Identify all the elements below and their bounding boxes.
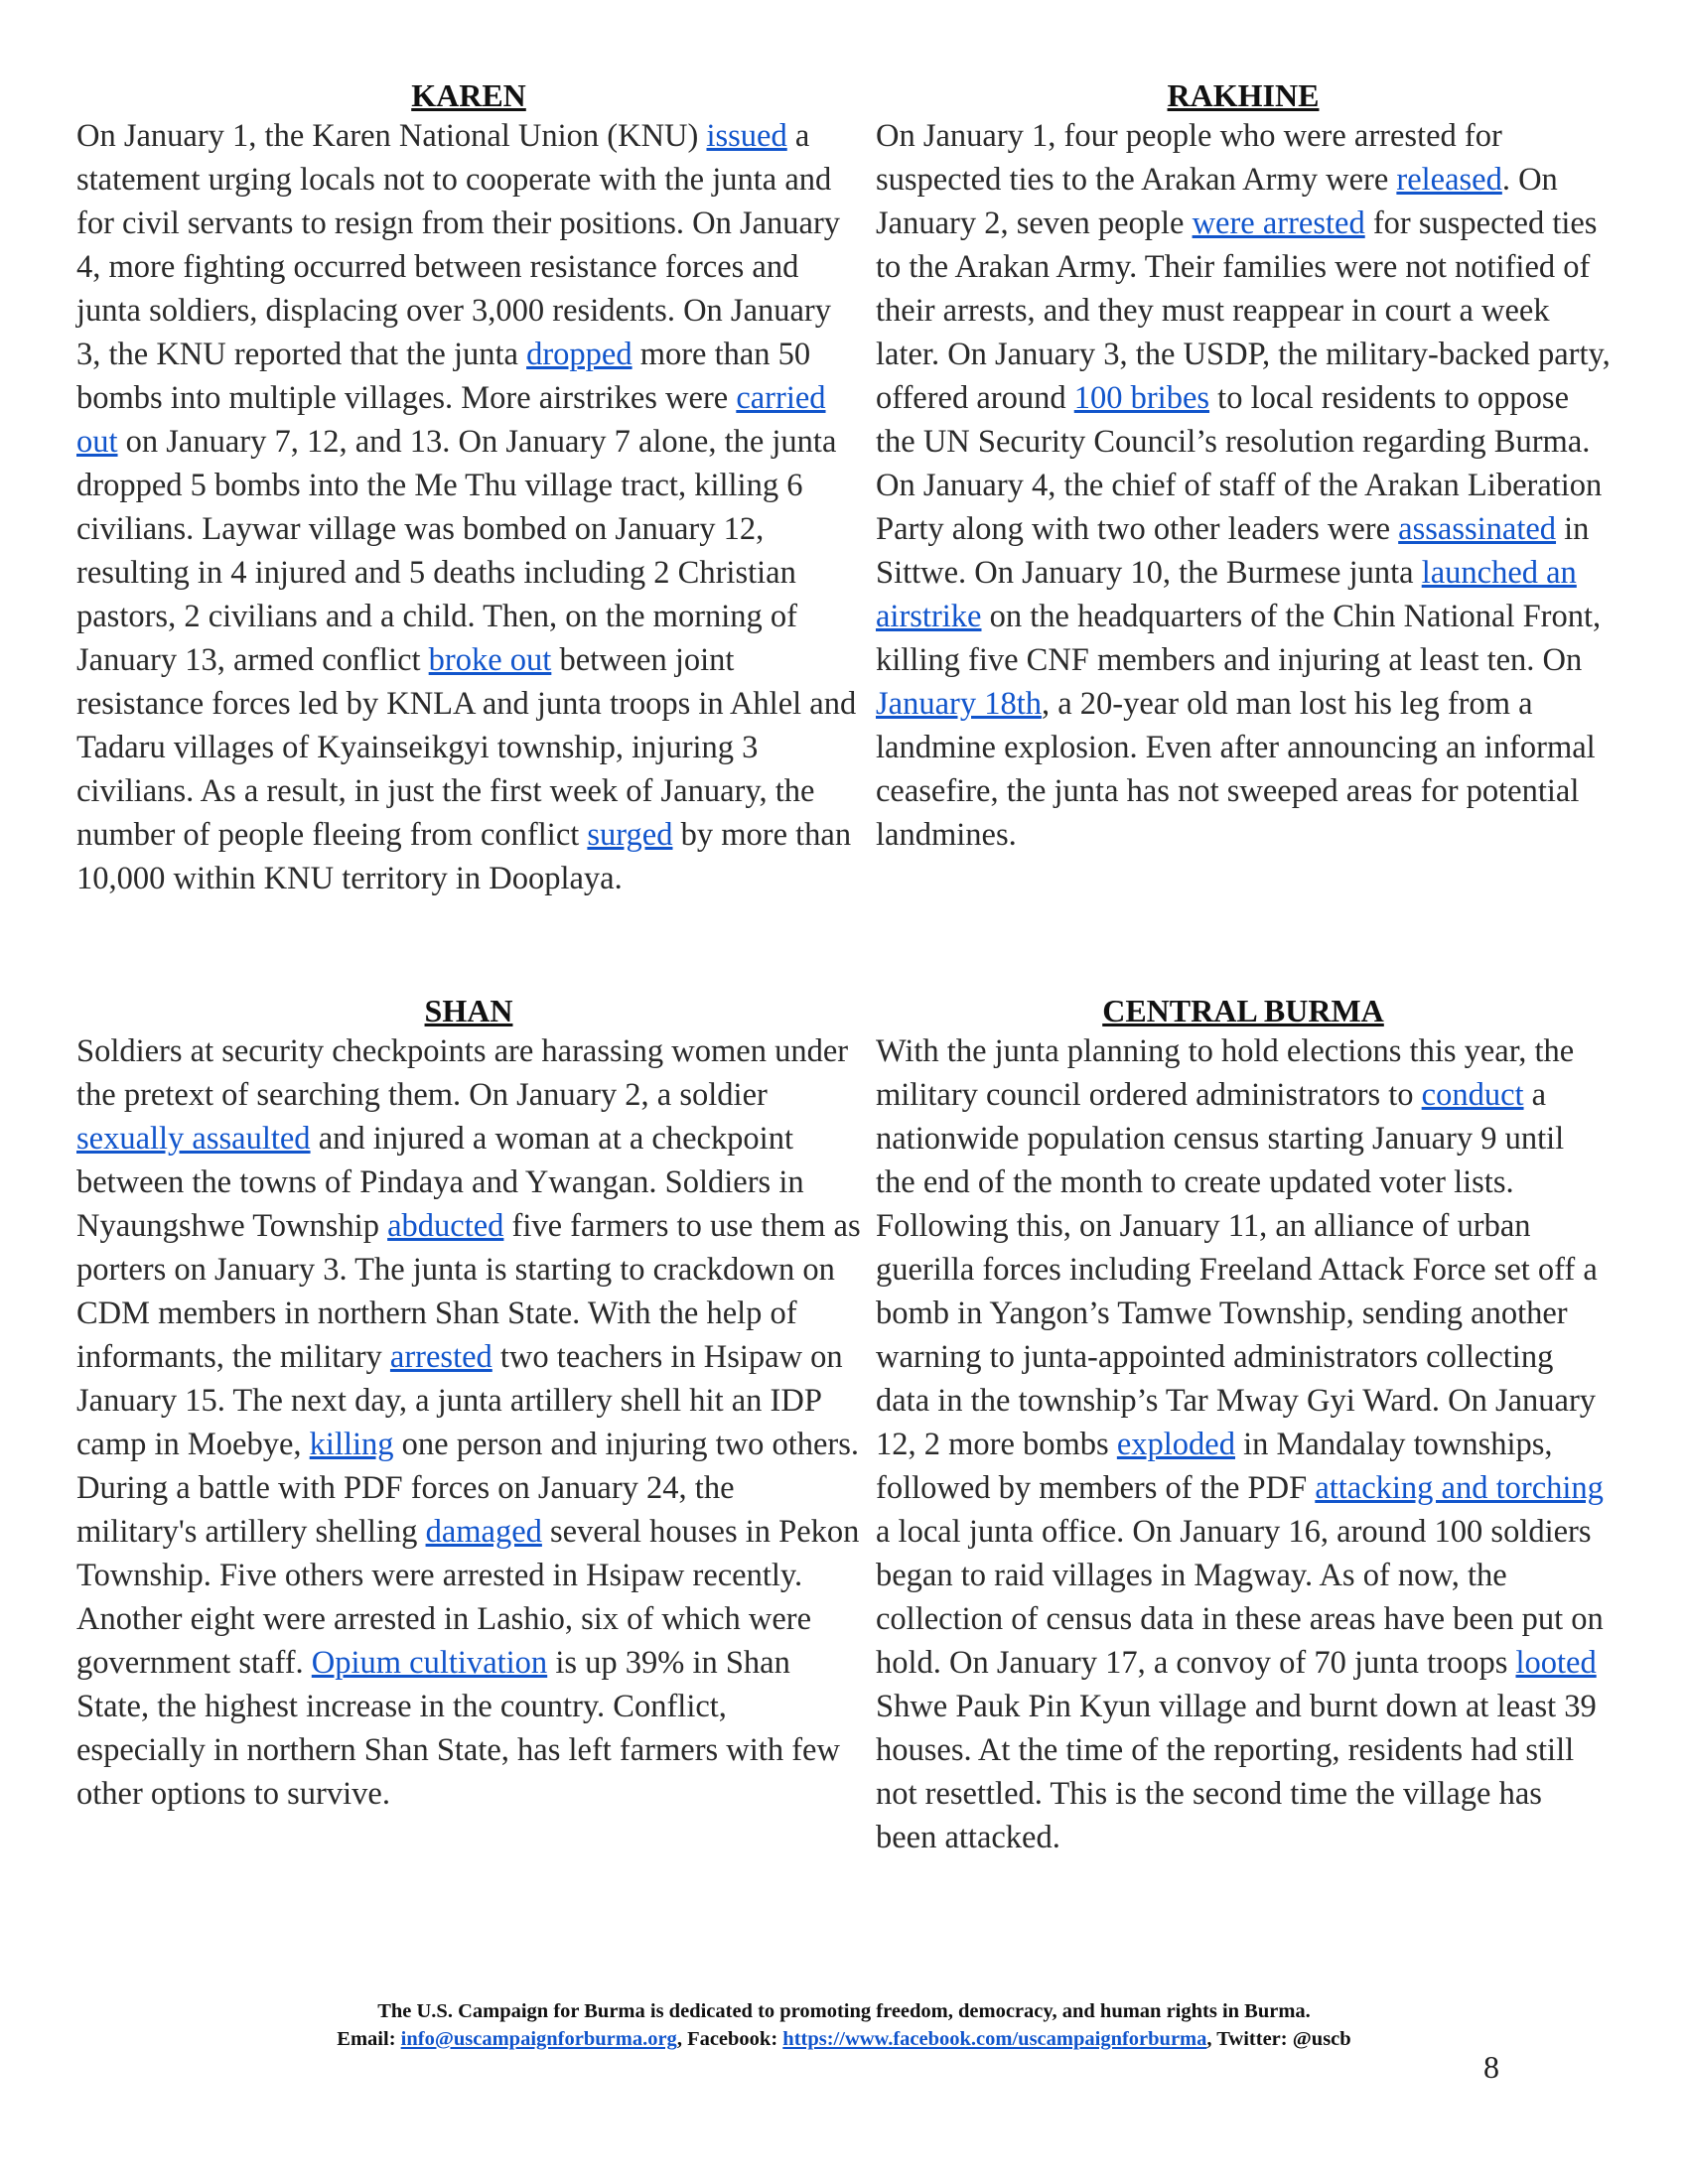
body-text-run: a statement urging locals not to cooperate with the junta and for civil servants to resign from their positions. On January 4, more fighting occurred between resistance forces and junta soldiers, displacing over 3,000 residents. On January 3, the KNU reported that the junta [76, 118, 841, 372]
section-shan [76, 995, 861, 1816]
link-abducted[interactable]: abducted [387, 1208, 504, 1244]
link-launched-an-airstrike[interactable]: launched an airstrike [876, 555, 1577, 634]
body-text-run: , a 20-year old man lost his leg from a landmine explosion. Even after announcing an informal ceasefire, the junta has not sweeped areas for potential landmines. [876, 686, 1596, 853]
section-rakhine [876, 79, 1611, 857]
body-text-run: On January 1, the Karen National Union (KNU) [76, 118, 707, 154]
body-text-run: to local residents to oppose the UN Security Council’s resolution regarding Burma. On January 4, the chief of staff of the Arakan Liberation Party along with two other leaders were [876, 380, 1603, 547]
body-text-run: on January 7, 12, and 13. On January 7 alone, the junta dropped 5 bombs into the Me Thu village tract, killing 6 civilians. Laywar village was bombed on January 12, resulting in 4 injured and 5 deaths including 2 Christian pastors, 2 civilians and a child. Then, on the morning of January 13, armed conflict [76, 424, 837, 678]
body-text-run: several houses in Pekon Township. Five others were arrested in Hsipaw recently. Another eight were arrested in Lashio, six of which were government staff. [76, 1514, 860, 1681]
link-released[interactable]: released [1396, 162, 1502, 198]
section-title-shan: SHAN [424, 993, 513, 1028]
body-text-run: one person and injuring two others. During a battle with PDF forces on January 24, the military's artillery shelling [76, 1427, 860, 1550]
section-body-rakhine [876, 114, 1611, 857]
link-looted[interactable]: looted [1515, 1645, 1597, 1681]
body-text-run: for suspected ties to the Arakan Army. Their families were not notified of their arrests, and they must reappear in court a week later. On January 3, the USDP, the military-backed party, offered around [876, 205, 1611, 416]
body-text-run: five farmers to use them as porters on January 3. The junta is starting to crackdown on CDM members in northern Shan State. With the help of informants, the military [76, 1208, 861, 1375]
link-assassinated[interactable]: assassinated [1398, 511, 1557, 547]
footer-twitter-text: , Twitter: @uscb [1206, 2028, 1351, 2050]
body-text-run: two teachers in Hsipaw on January 15. The next day, a junta artillery shell hit an IDP camp in Moebye, [76, 1339, 843, 1462]
body-text-run: On January 1, four people who were arrested for suspected ties to the Arakan Army were [876, 118, 1502, 198]
link-carried-out[interactable]: carried out [76, 380, 826, 460]
link-surged[interactable]: surged [587, 817, 673, 853]
page-number: 8 [1483, 2049, 1499, 2085]
body-text-run: in Sittwe. On January 10, the Burmese junta [876, 511, 1590, 591]
link-january-18th[interactable]: January 18th [876, 686, 1042, 722]
link-attacking-and-torching[interactable]: attacking and torching [1315, 1470, 1604, 1506]
body-text-run: Soldiers at security checkpoints are harassing women under the pretext of searching them. On January 2, a soldier [76, 1033, 849, 1113]
body-text-run: on the headquarters of the Chin National Front, killing five CNF members and injuring at least ten. On [876, 599, 1602, 678]
body-text-run: in Mandalay townships, followed by members of the PDF [876, 1427, 1553, 1506]
link-issued[interactable]: issued [706, 118, 787, 154]
link-sexually-assaulted[interactable]: sexually assaulted [76, 1121, 311, 1157]
section-title-rakhine: RAKHINE [1167, 77, 1320, 113]
link-broke-out[interactable]: broke out [428, 642, 552, 678]
body-text-run: Shwe Pauk Pin Kyun village and burnt down at least 39 houses. At the time of the reporting, residents had still not resettled. This is the second time the village has been attacked. [876, 1689, 1597, 1855]
body-text-run: . On January 2, seven people [876, 162, 1558, 241]
footer-contact-line [0, 2025, 1688, 2053]
section-body-central-burma [876, 1029, 1611, 1859]
section-karen [76, 79, 861, 900]
link-arrested[interactable]: arrested [389, 1339, 492, 1375]
link-opium-cultivation[interactable]: Opium cultivation [311, 1645, 548, 1681]
footer-email-link[interactable]: info@uscampaignforburma.org [400, 2028, 677, 2050]
link-conduct[interactable]: conduct [1421, 1077, 1524, 1113]
body-text-run: more than 50 bombs into multiple villages. More airstrikes were [76, 337, 811, 416]
footer-mission-statement: The U.S. Campaign for Burma is dedicated to promoting freedom, democracy, and human rights in Burma. [377, 2000, 1311, 2022]
section-title-karen: KAREN [411, 77, 526, 113]
body-text-run: between joint resistance forces led by KNLA and junta troops in Ahlel and Tadaru villages of Kyainseikgyi township, injuring 3 civilians. As a result, in just the first week of January, the number of people fleeing from conflict [76, 642, 857, 853]
section-central-burma [876, 995, 1611, 1859]
link-exploded[interactable]: exploded [1116, 1427, 1235, 1462]
body-text-run: a nationwide population census starting January 9 until the end of the month to create updated voter lists. Following this, on January 11, an alliance of urban guerilla forces including Freeland Attack Force set off a bomb in Yangon’s Tamwe Township, sending another warning to junta-appointed administrators collecting data in the township’s Tar Mway Gyi Ward. On January 12, 2 more bombs [876, 1077, 1598, 1462]
body-text-run: and injured a woman at a checkpoint between the towns of Pindaya and Ywangan. Soldiers in Nyaungshwe Township [76, 1121, 804, 1244]
body-text-run: a local junta office. On January 16, around 100 soldiers began to raid villages in Magway. As of now, the collection of census data in these areas have been put on hold. On January 17, a convoy of 70 junta troops [876, 1514, 1604, 1681]
body-text-run: With the junta planning to hold elections this year, the military council ordered administrators to [876, 1033, 1575, 1113]
section-title-central-burma: CENTRAL BURMA [1102, 993, 1384, 1028]
section-body-shan [76, 1029, 861, 1816]
link-dropped[interactable]: dropped [526, 337, 633, 372]
link-were-arrested[interactable]: were arrested [1192, 205, 1365, 241]
body-text-run: by more than 10,000 within KNU territory in Dooplaya. [76, 817, 852, 896]
body-text-run: is up 39% in Shan State, the highest increase in the country. Conflict, especially in northern Shan State, has left farmers with few other options to survive. [76, 1645, 840, 1812]
section-body-karen [76, 114, 861, 900]
footer-facebook-link[interactable]: https://www.facebook.com/uscampaignforburma [782, 2028, 1207, 2050]
footer-email-label: Email: [337, 2028, 401, 2050]
page-footer [0, 1997, 1688, 2053]
link-damaged[interactable]: damaged [425, 1514, 542, 1550]
link-killing[interactable]: killing [309, 1427, 394, 1462]
footer-facebook-label: , Facebook: [676, 2028, 783, 2050]
link-100-bribes[interactable]: 100 bribes [1073, 380, 1210, 416]
